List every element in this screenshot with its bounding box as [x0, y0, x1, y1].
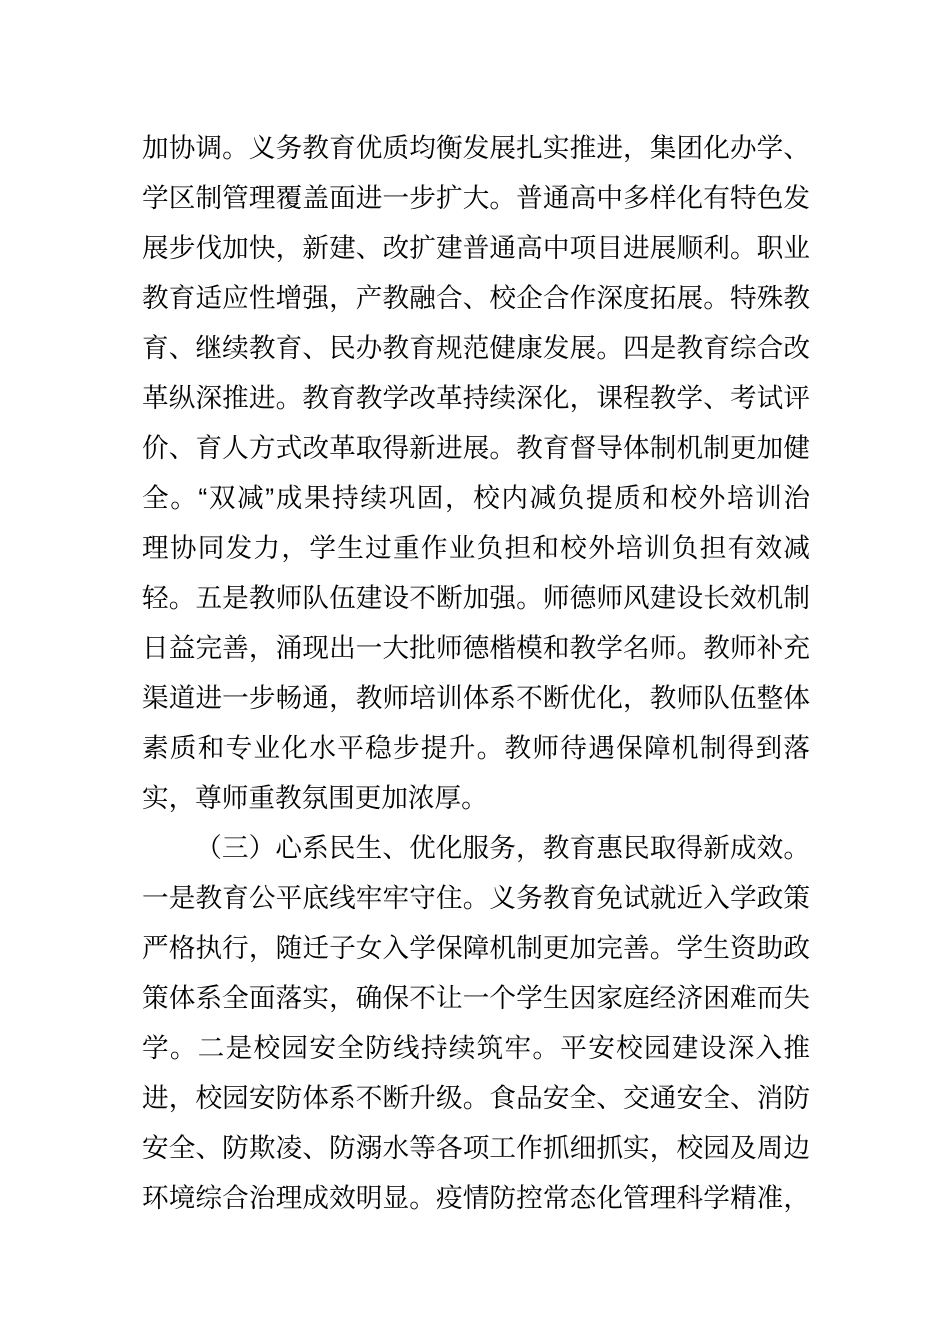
text-line: 教育适应性增强，产教融合、校企合作深度拓展。特殊教: [142, 283, 810, 313]
text-line: 严格执行，随迁子女入学保障机制更加完善。学生资助政: [142, 933, 810, 963]
text-line: 实，尊师重教氛围更加浓厚。: [142, 783, 488, 813]
document-body: [142, 123, 810, 1223]
text-line: 全。“双减”成果持续巩固，校内减负提质和校外培训治: [142, 483, 810, 513]
text-line: 环境综合治理成效明显。疫情防控常态化管理科学精准，: [142, 1183, 810, 1213]
text-line: 展步伐加快，新建、改扩建普通高中项目进展顺利。职业: [142, 233, 810, 263]
text-line: 日益完善，涌现出一大批师德楷模和教学名师。教师补充: [142, 633, 810, 663]
text-line: 革纵深推进。教育教学改革持续深化，课程教学、考试评: [142, 383, 810, 413]
text-line: 育、继续教育、民办教育规范健康发展。四是教育综合改: [142, 333, 810, 363]
text-line: 一是教育公平底线牢牢守住。义务教育免试就近入学政策: [142, 883, 810, 913]
text-line-section-heading: （三）心系民生、优化服务，教育惠民取得新成效。: [195, 833, 810, 863]
text-line: 学区制管理覆盖面进一步扩大。普通高中多样化有特色发: [142, 183, 810, 213]
text-line: 安全、防欺凌、防溺水等各项工作抓细抓实，校园及周边: [142, 1133, 810, 1163]
text-line: 进，校园安防体系不断升级。食品安全、交通安全、消防: [142, 1083, 810, 1113]
text-line: 学。二是校园安全防线持续筑牢。平安校园建设深入推: [142, 1033, 810, 1063]
text-line: 加协调。义务教育优质均衡发展扎实推进，集团化办学、: [142, 133, 810, 163]
text-line: 价、育人方式改革取得新进展。教育督导体制机制更加健: [142, 433, 810, 463]
text-line: 渠道进一步畅通，教师培训体系不断优化，教师队伍整体: [142, 683, 810, 713]
text-line: 理协同发力，学生过重作业负担和校外培训负担有效减: [142, 533, 810, 563]
text-line: 策体系全面落实，确保不让一个学生因家庭经济困难而失: [142, 983, 810, 1013]
text-line: 轻。五是教师队伍建设不断加强。师德师风建设长效机制: [142, 583, 810, 613]
text-line: 素质和专业化水平稳步提升。教师待遇保障机制得到落: [142, 733, 810, 763]
